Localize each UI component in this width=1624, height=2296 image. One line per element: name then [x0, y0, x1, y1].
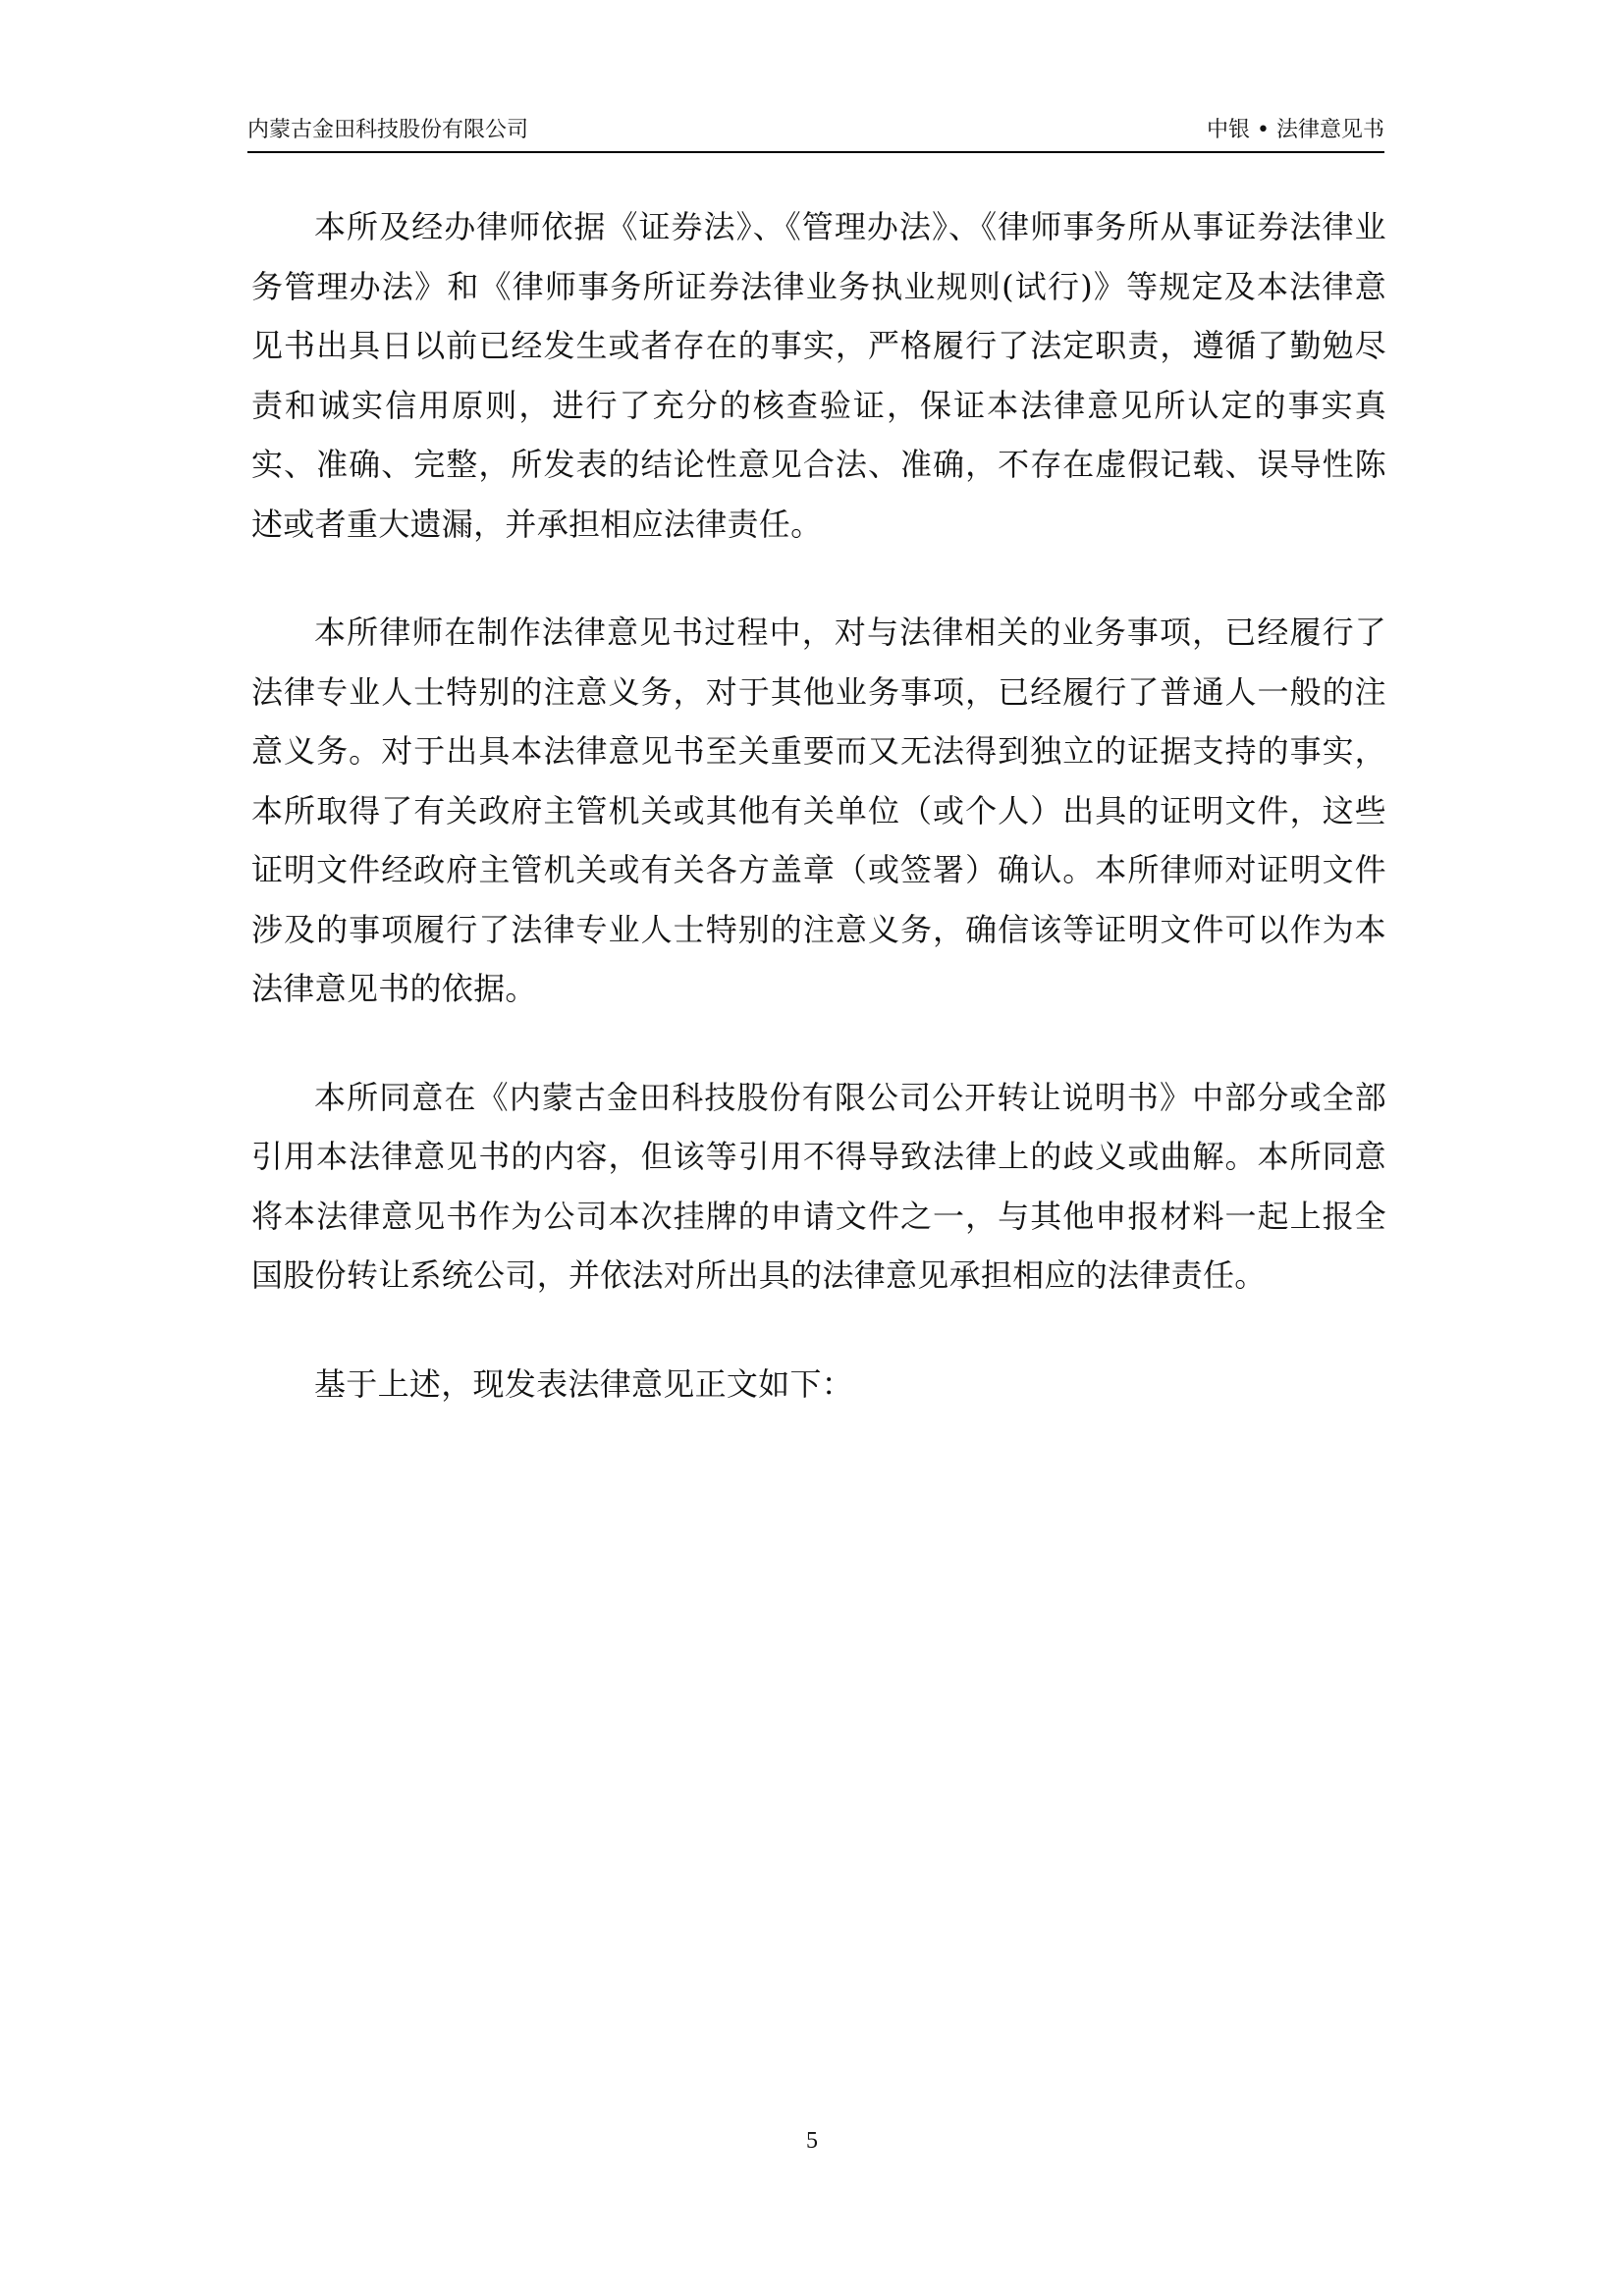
paragraph-basis: 本所及经办律师依据《证券法》、《管理办法》、《律师事务所从事证券法律业务管理办法》和《律师事务所证券法律业务执业规则(试行)》等规定及本法律意见书出具日以前已经发生或者存在的事实，严格履行了法定职责，遵循了勤勉尽责和诚实信用原则，进行了充分的核查验证，保证本法律意见所认定的事实真实、准确、完整，所发表的结论性意见合法、准确，不存在虚假记载、误导性陈述或者重大遗漏，并承担相应法律责任。 — [251, 208, 1386, 543]
header-document-title: 中银 • 法律意见书 — [1207, 118, 1384, 142]
page-header — [247, 110, 1384, 153]
header-company-name: 内蒙古金田科技股份有限公司 — [247, 118, 529, 142]
paragraph-conclusion-intro: 基于上述，现发表法律意见正文如下： — [314, 1364, 854, 1403]
document-body — [251, 197, 1386, 1414]
paragraph-consent: 本所同意在《内蒙古金田科技股份有限公司公开转让说明书》中部分或全部引用本法律意见书的内容，但该等引用不得导致法律上的歧义或曲解。本所同意将本法律意见书作为公司本次挂牌的申请文件之一，与其他申报材料一起上报全国股份转让系统公司，并依法对所出具的法律意见承担相应的法律责任。 — [251, 1078, 1386, 1294]
paragraph-duty-of-care: 本所律师在制作法律意见书过程中，对与法律相关的业务事项，已经履行了法律专业人士特别的注意义务，对于其他业务事项，已经履行了普通人一般的注意义务。对于出具本法律意见书至关重要而又无法得到独立的证据支持的事实，本所取得了有关政府主管机关或其他有关单位（或个人）出具的证明文件，这些证明文件经政府主管机关或有关各方盖章（或签署）确认。本所律师对证明文件涉及的事项履行了法律专业人士特别的注意义务，确信该等证明文件可以作为本法律意见书的依据。 — [251, 614, 1386, 1007]
page-number: 5 — [806, 2128, 818, 2154]
